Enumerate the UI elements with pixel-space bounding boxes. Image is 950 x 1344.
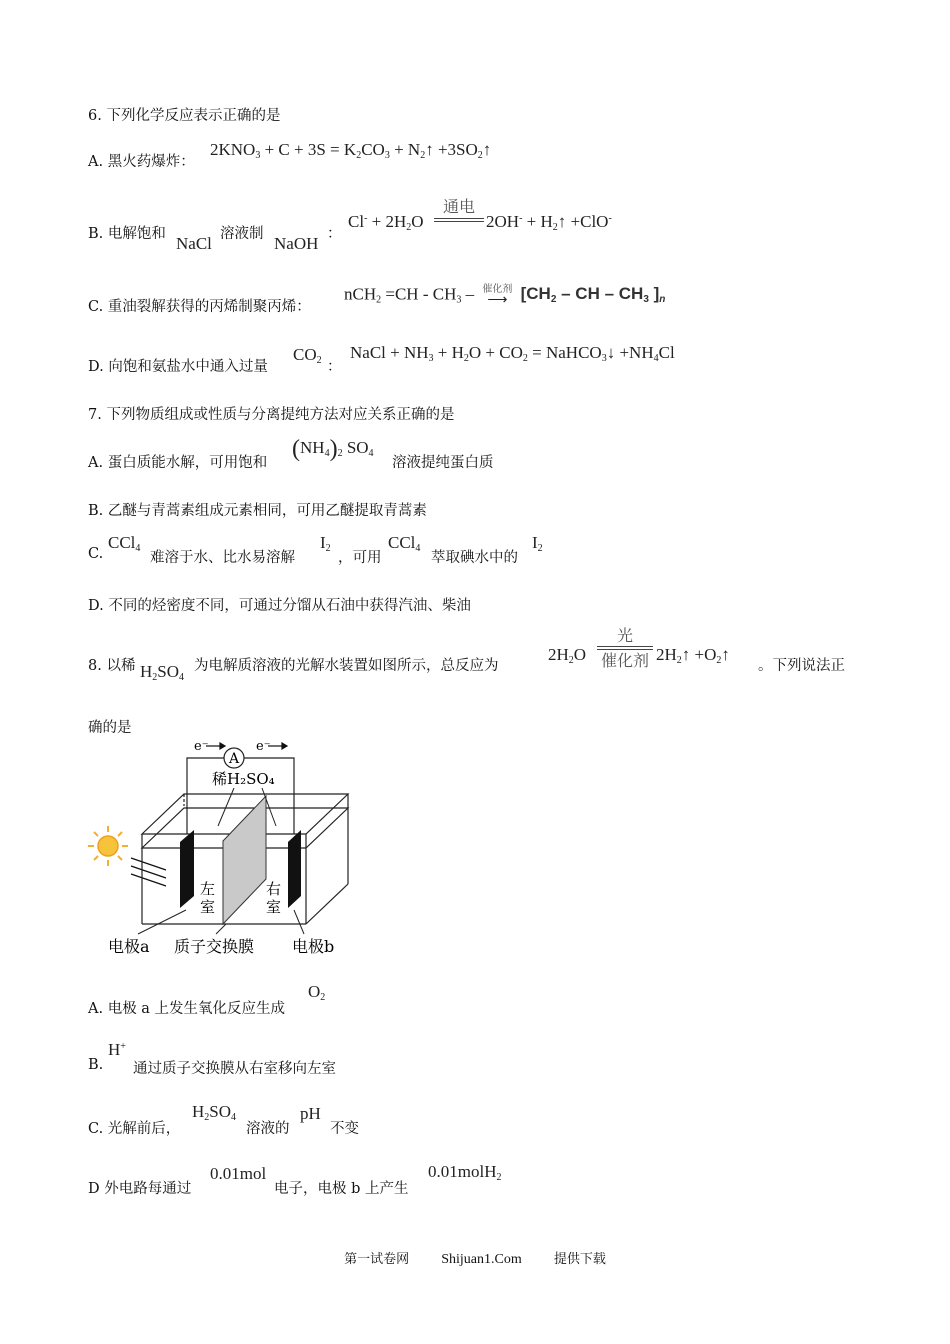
q8-option-a: A. 电极 a 上发生氧化反应生成 xyxy=(88,1001,286,1017)
left-room-1: 左 xyxy=(200,880,216,898)
q6-b-mid: 溶液制 xyxy=(220,226,264,242)
q7-c-ccl4: CCl$_4$ xyxy=(108,533,141,554)
right-room-2: 室 xyxy=(266,898,282,916)
solution-label: 稀H₂SO₄ xyxy=(212,770,275,788)
q7-c-mid2: ，可用 xyxy=(338,550,382,566)
q6-option-d xyxy=(88,355,268,376)
q8-equation-left: $2H_2O$ xyxy=(548,645,587,666)
q6-a-equation: $2KNO_3 + C + 3S = K_2CO_3$ + $N_2↑$ $+3SO_2↑$ xyxy=(210,140,492,161)
electrode-b-label: 电极b xyxy=(292,937,335,956)
electrode-a-label: 电极a xyxy=(108,937,150,956)
q8-device-figure xyxy=(86,738,366,963)
q7-c-i2-b: $I_2$ xyxy=(532,533,543,554)
q7-c-mid1: 难溶于水、比水易溶解 xyxy=(150,550,295,566)
electrode-a-plate xyxy=(180,830,194,908)
electron-right: e⁻ xyxy=(256,739,271,754)
q6-c-polymer: [$CH_2$ – CH – $CH_3$ ]$_n$ xyxy=(520,284,666,306)
q6-d-equation: NaCl + $NH_3 + H_2O + CO_2$ = NaHCO$_3$↓ $+NH_4Cl$ xyxy=(350,343,675,364)
q7-a-pre: A. 蛋白质能水解，可用饱和 xyxy=(88,455,268,471)
footer-mid[interactable]: Shijuan1.Com xyxy=(441,1252,522,1267)
footer-left: 第一试卷网 xyxy=(344,1252,410,1267)
q8-stem-mid: 为电解质溶液的光解水装置如图所示，总反应为 xyxy=(194,658,499,674)
q6-c-arrow xyxy=(482,284,512,307)
q8-condition xyxy=(597,626,653,672)
q6-d-colon: ： xyxy=(327,359,342,375)
q7-stem: 7. 下列物质组成或性质与分离提纯方法对应关系正确的是 xyxy=(88,407,455,423)
q8-a-o2: $O_2$ xyxy=(308,982,326,1003)
q6-b-condition xyxy=(434,194,484,222)
membrane-label: 质子交换膜 xyxy=(174,937,255,956)
external-circuit xyxy=(187,748,294,834)
q8-h2so4: $H_2SO_4$ xyxy=(140,662,185,683)
q7-c-ccl4-b: CCl$_4$ xyxy=(388,533,421,554)
q6-b-cond-text: 通电 xyxy=(442,197,475,216)
electron-arrows xyxy=(206,743,287,749)
q6-d-co2: $CO_2$ xyxy=(293,345,322,366)
q8-cond-bot: 催化剂 xyxy=(600,651,649,670)
q8-equation-right: $2H_2↑$ $+O_2↑$ xyxy=(656,645,730,666)
q6-a-label: A. 黑火药爆炸： xyxy=(88,154,195,170)
q6-b-naoh: NaOH xyxy=(274,234,319,253)
q8-stem-post: 。下列说法正 xyxy=(758,658,845,674)
q6-option-b xyxy=(88,222,166,243)
q8-d-amount2: 0.01molH$_2$ xyxy=(428,1162,502,1183)
q6-b-colon: ： xyxy=(327,226,342,242)
proton-exchange-membrane xyxy=(223,796,266,924)
q8-c-ph: pH xyxy=(300,1104,321,1123)
ammeter-label: A xyxy=(228,751,240,767)
q6-stem: 6. 下列化学反应表示正确的是 xyxy=(88,108,281,124)
electrode-b-plate xyxy=(288,830,301,908)
q8-c-post: 不变 xyxy=(330,1121,359,1137)
q8-b-pre: B. xyxy=(88,1057,104,1073)
q6-b-cond-bar xyxy=(434,218,484,222)
q8-c-mid: 溶液的 xyxy=(246,1121,290,1137)
q8-c-pre: C. 光解前后， xyxy=(88,1121,181,1137)
q8-d-mid: 电子，电极 b 上产生 xyxy=(274,1181,409,1197)
q6-b-equation: $Cl^- + 2H_2O$ xyxy=(348,212,424,233)
q6-d-label: D. 向饱和氨盐水中通入过量 xyxy=(88,359,268,375)
right-room-1: 右 xyxy=(266,880,282,898)
q6-option-a xyxy=(88,150,195,171)
q8-stem-line2: 确的是 xyxy=(88,720,132,736)
q7-a-formula: $(NH_4)_2$ $SO_4$ xyxy=(292,436,374,462)
q8-d-amount2-text: 0.01molH xyxy=(428,1162,497,1181)
q6-c-equation: $nCH_2 =CH - CH_3$ – 催化剂 ⟶ [$CH_2$ – CH – $CH_3$ ]$_n$ xyxy=(344,284,666,308)
q6-c-cat: 催化剂 xyxy=(482,284,513,295)
q6-d-co2-text: CO xyxy=(293,345,317,364)
q8-stem-pre: 8. 以稀 xyxy=(88,658,136,674)
page-footer xyxy=(0,1248,950,1268)
q7-c-i2: $I_2$ xyxy=(320,533,331,554)
q8-d-amount: 0.01mol xyxy=(210,1164,267,1183)
q8-b-hplus: H+ xyxy=(108,1040,126,1059)
q6-b-label: B. 电解饱和 xyxy=(88,226,166,242)
q6-b-nacl: NaCl xyxy=(176,234,212,253)
q7-option-b: B. 乙醚与青蒿素组成元素相同，可用乙醚提取青蒿素 xyxy=(88,503,427,519)
q6-b-products: $2OH^- + H_2↑ +ClO^-$ xyxy=(486,212,612,233)
q6-option-c: C. 重油裂解获得的丙烯制聚丙烯： xyxy=(88,299,311,315)
arrow-right-icon: ⟶ xyxy=(487,293,508,308)
q8-b-text: 通过质子交换膜从右室移向左室 xyxy=(133,1061,336,1077)
q7-c-mid3: 萃取碘水中的 xyxy=(431,550,518,566)
footer-right: 提供下载 xyxy=(553,1252,606,1267)
q8-d-pre: D 外电路每通过 xyxy=(88,1181,192,1197)
sun-icon xyxy=(88,826,128,866)
q8-c-h2so4: $H_2SO_4$ xyxy=(192,1102,237,1123)
electron-left: e⁻ xyxy=(194,739,209,754)
q7-c-pre: C. xyxy=(88,546,104,562)
q7-a-post: 溶液提纯蛋白质 xyxy=(392,455,494,471)
q7-option-d: D. 不同的烃密度不同，可通过分馏从石油中获得汽油、柴油 xyxy=(88,598,471,614)
light-rays xyxy=(131,858,166,886)
left-room-2: 室 xyxy=(200,898,216,916)
q8-cond-top: 光 xyxy=(616,626,633,645)
